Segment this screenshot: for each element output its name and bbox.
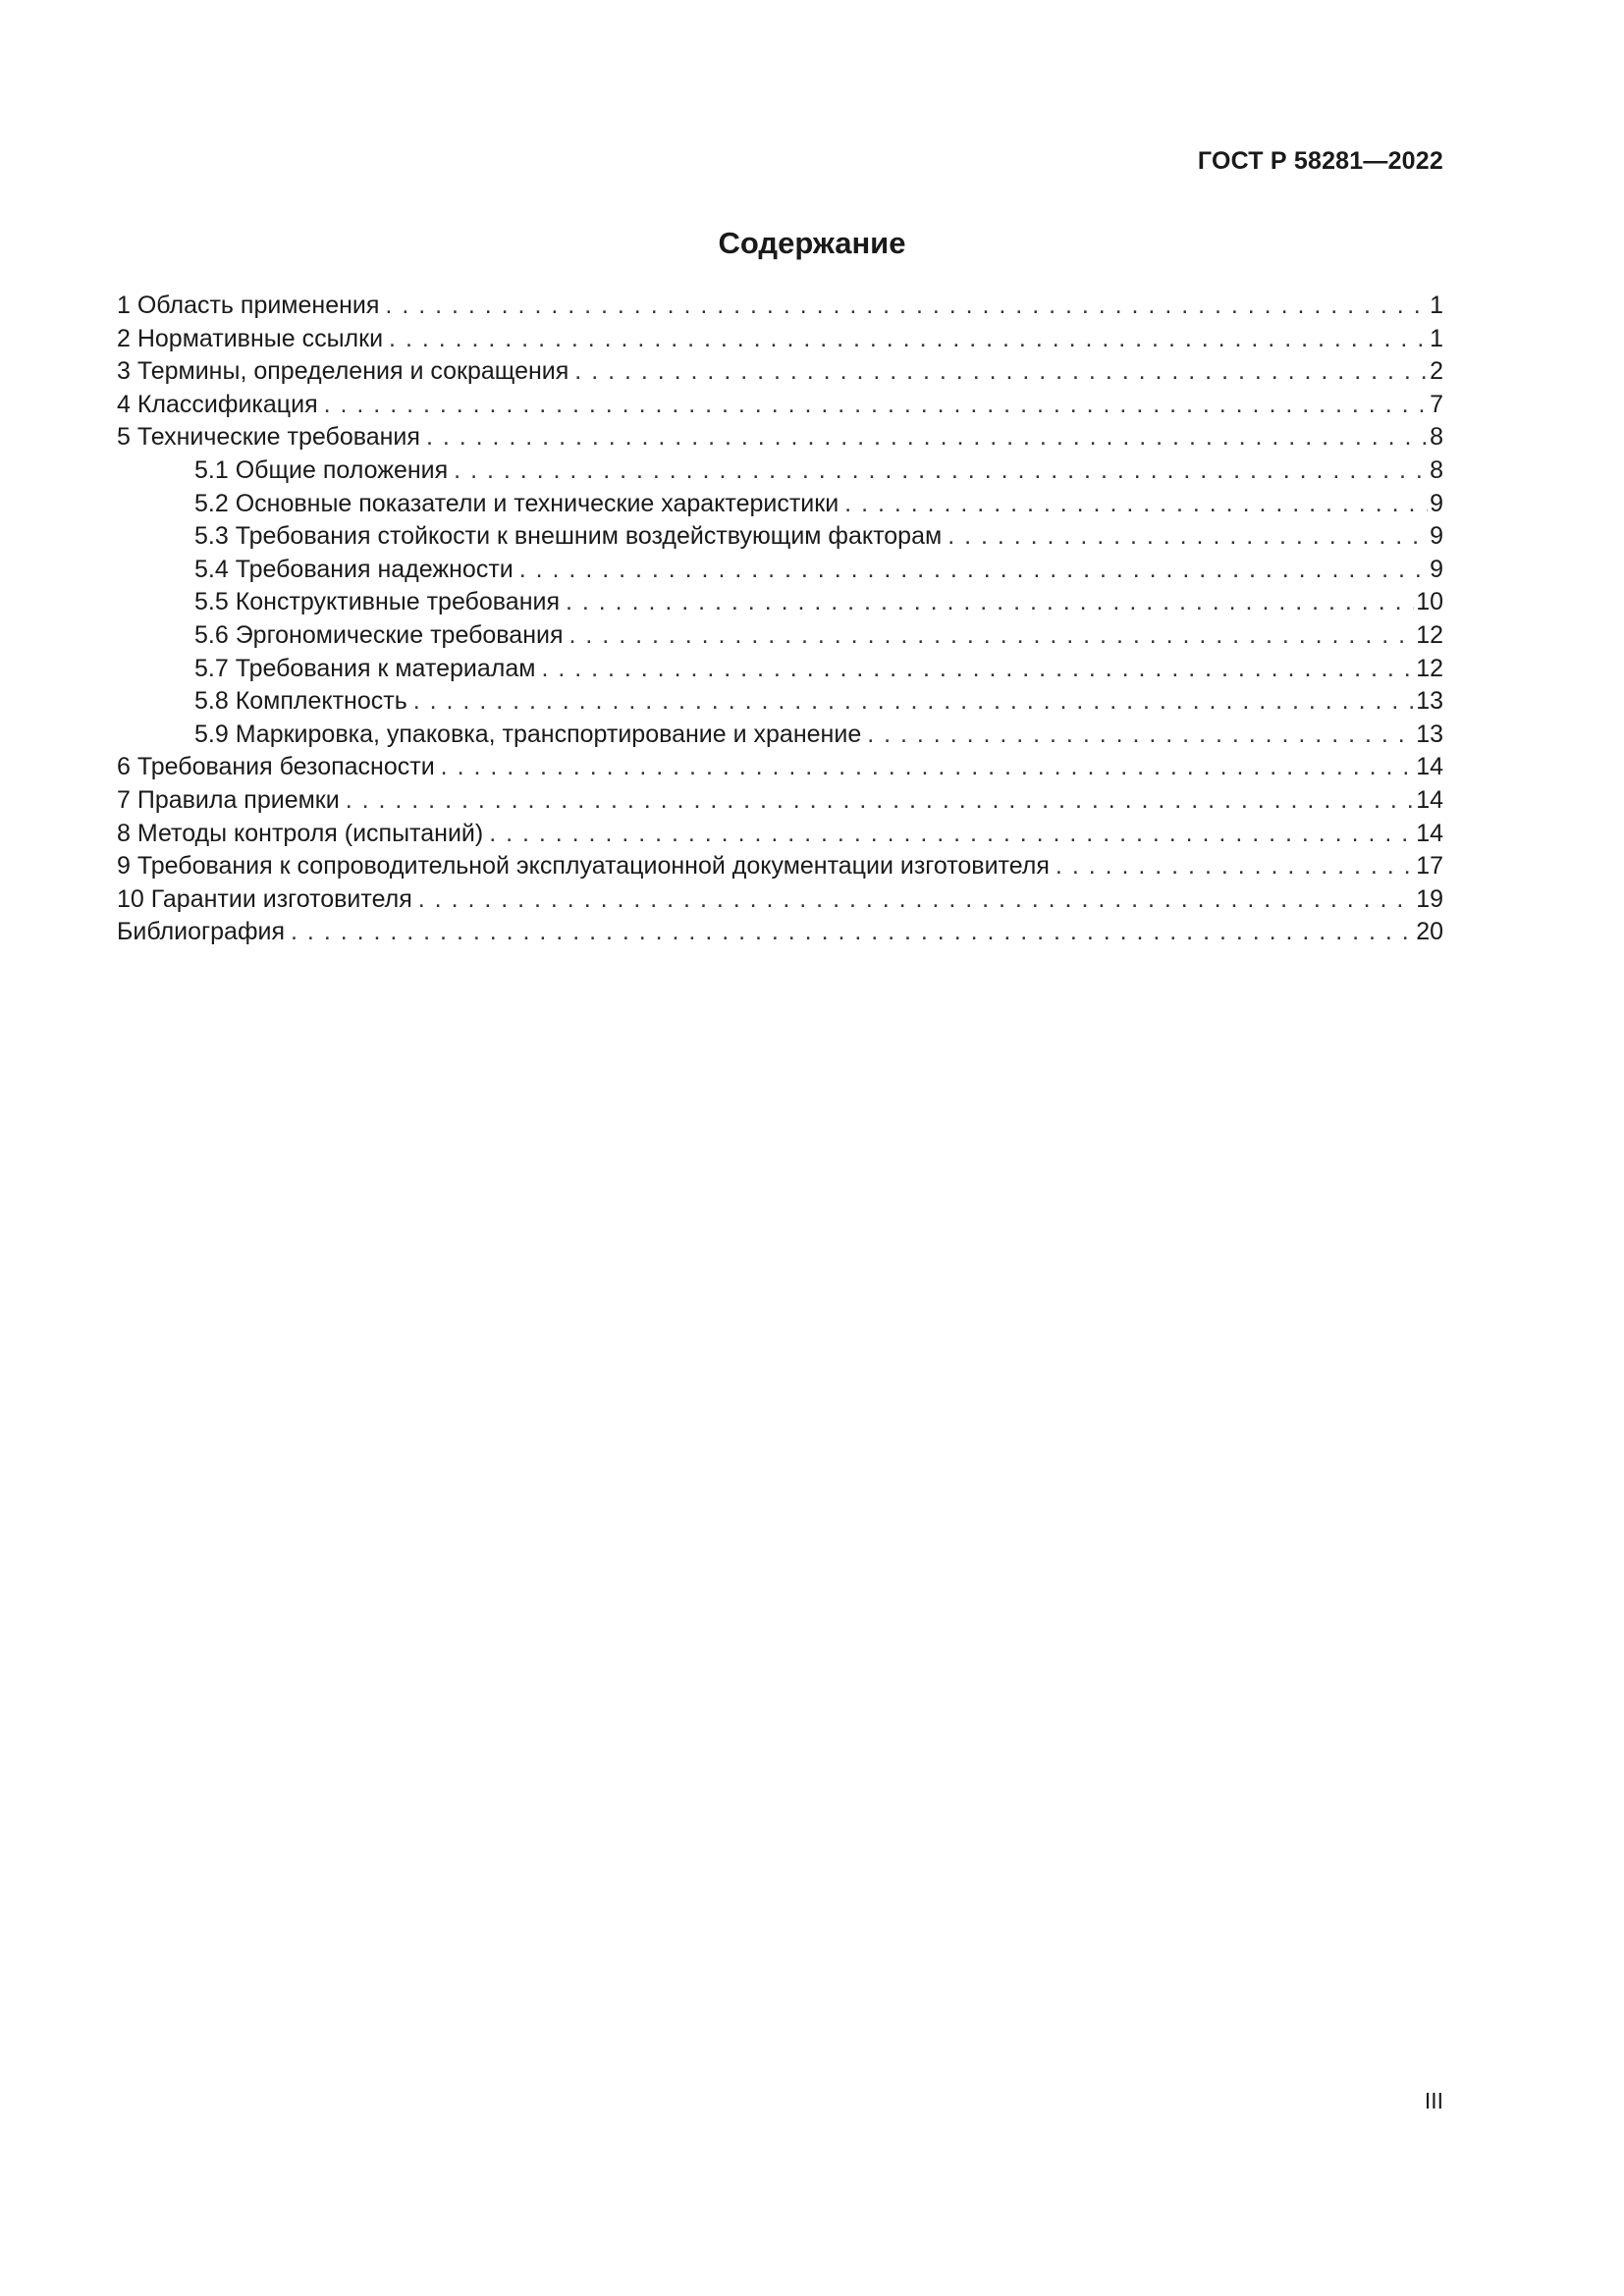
toc-entry[interactable] xyxy=(117,685,1443,719)
document-code: ГОСТ Р 58281—2022 xyxy=(1197,147,1443,175)
toc-dot-leader xyxy=(844,488,1428,521)
toc-entry[interactable] xyxy=(117,355,1443,389)
toc-entry[interactable] xyxy=(117,916,1443,949)
toc-entry-label: 5.5 Конструктивные требования xyxy=(194,588,560,616)
toc-entry[interactable] xyxy=(117,554,1443,587)
toc-entry-page: 20 xyxy=(1416,918,1443,946)
toc-dot-leader xyxy=(346,784,1414,818)
toc-entry-label: 5.6 Эргономические требования xyxy=(194,620,564,649)
toc-entry-label: 5.2 Основные показатели и технические характеристики xyxy=(194,489,839,517)
toc-entry-label: 9 Требования к сопроводительной эксплуатационной документации изготовителя xyxy=(117,852,1050,881)
toc-entry-page: 14 xyxy=(1416,753,1443,781)
toc-entry-page: 12 xyxy=(1416,654,1443,682)
toc-entry[interactable] xyxy=(117,883,1443,917)
toc-entry-page: 9 xyxy=(1430,489,1443,517)
toc-entry-page: 19 xyxy=(1416,884,1443,913)
toc-entry-label: 5.7 Требования к материалам xyxy=(194,654,536,682)
toc-dot-leader xyxy=(385,290,1428,323)
toc-entry-page: 9 xyxy=(1430,522,1443,551)
toc-dot-leader xyxy=(324,389,1428,422)
toc-entry[interactable] xyxy=(117,751,1443,784)
page-number: III xyxy=(1424,2088,1443,2113)
toc-entry-label: 4 Классификация xyxy=(117,390,318,418)
toc-entry-page: 2 xyxy=(1430,357,1443,386)
toc-dot-leader xyxy=(426,421,1428,454)
toc-entry-page: 10 xyxy=(1416,588,1443,616)
toc-entry-label: 6 Требования безопасности xyxy=(117,753,435,781)
toc-entry-page: 9 xyxy=(1430,555,1443,583)
toc-entry[interactable] xyxy=(117,850,1443,883)
toc-entry-page: 14 xyxy=(1416,819,1443,847)
toc-entry[interactable] xyxy=(117,389,1443,422)
toc-dot-leader xyxy=(867,719,1414,752)
toc-entry[interactable] xyxy=(117,290,1443,323)
toc-entry[interactable] xyxy=(117,586,1443,619)
toc-entry-page: 13 xyxy=(1416,720,1443,748)
toc-entry[interactable] xyxy=(117,818,1443,851)
toc-entry[interactable] xyxy=(117,323,1443,356)
toc-dot-leader xyxy=(1056,850,1414,883)
toc-dot-leader xyxy=(566,586,1414,619)
toc-entry-label: 5.3 Требования стойкости к внешним воздействующим факторам xyxy=(194,522,943,551)
toc-entry-page: 8 xyxy=(1430,423,1443,452)
toc-entry[interactable] xyxy=(117,488,1443,521)
toc-entry-label: 8 Методы контроля (испытаний) xyxy=(117,819,484,847)
toc-dot-leader xyxy=(413,685,1414,719)
toc-entry[interactable] xyxy=(117,454,1443,488)
toc-entry-page: 1 xyxy=(1430,324,1443,352)
toc-entry-label: 5.8 Комплектность xyxy=(194,687,407,716)
toc-entry-label: 5.9 Маркировка, упаковка, транспортирование и хранение xyxy=(194,720,862,748)
toc-entry-label: Библиография xyxy=(117,918,286,946)
toc-entry-page: 1 xyxy=(1430,292,1443,319)
toc-entry-label: 1 Область применения xyxy=(117,292,380,319)
toc-entry-label: 5 Технические требования xyxy=(117,423,420,452)
toc-entry[interactable] xyxy=(117,421,1443,454)
toc-dot-leader xyxy=(291,916,1414,949)
toc-dot-leader xyxy=(569,619,1415,653)
toc-dot-leader xyxy=(489,818,1414,851)
toc-entry-page: 13 xyxy=(1416,687,1443,716)
toc-dot-leader xyxy=(574,355,1428,389)
toc-entry-label: 10 Гарантии изготовителя xyxy=(117,884,412,913)
toc-entry[interactable] xyxy=(117,719,1443,752)
toc-entry[interactable] xyxy=(117,520,1443,554)
toc-entry-label: 7 Правила приемки xyxy=(117,785,340,814)
toc-dot-leader xyxy=(519,554,1428,587)
toc-entry[interactable] xyxy=(117,653,1443,686)
toc-entry-page: 12 xyxy=(1416,620,1443,649)
table-of-contents xyxy=(117,290,1443,949)
toc-entry-page: 7 xyxy=(1430,390,1443,418)
toc-entry[interactable] xyxy=(117,784,1443,818)
toc-entry-label: 2 Нормативные ссылки xyxy=(117,324,384,352)
toc-entry-page: 8 xyxy=(1430,455,1443,484)
toc-entry-label: 5.1 Общие положения xyxy=(194,455,449,484)
toc-entry-page: 14 xyxy=(1416,785,1443,814)
toc-dot-leader xyxy=(947,520,1428,554)
toc-entry-page: 17 xyxy=(1416,852,1443,881)
toc-title: Содержание xyxy=(718,226,906,260)
toc-dot-leader xyxy=(541,653,1414,686)
toc-entry-label: 3 Термины, определения и сокращения xyxy=(117,357,569,386)
toc-entry-label: 5.4 Требования надежности xyxy=(194,555,514,583)
toc-dot-leader xyxy=(418,883,1414,917)
toc-dot-leader xyxy=(454,454,1428,488)
toc-dot-leader xyxy=(389,323,1428,356)
toc-entry[interactable] xyxy=(117,619,1443,653)
toc-dot-leader xyxy=(441,751,1415,784)
